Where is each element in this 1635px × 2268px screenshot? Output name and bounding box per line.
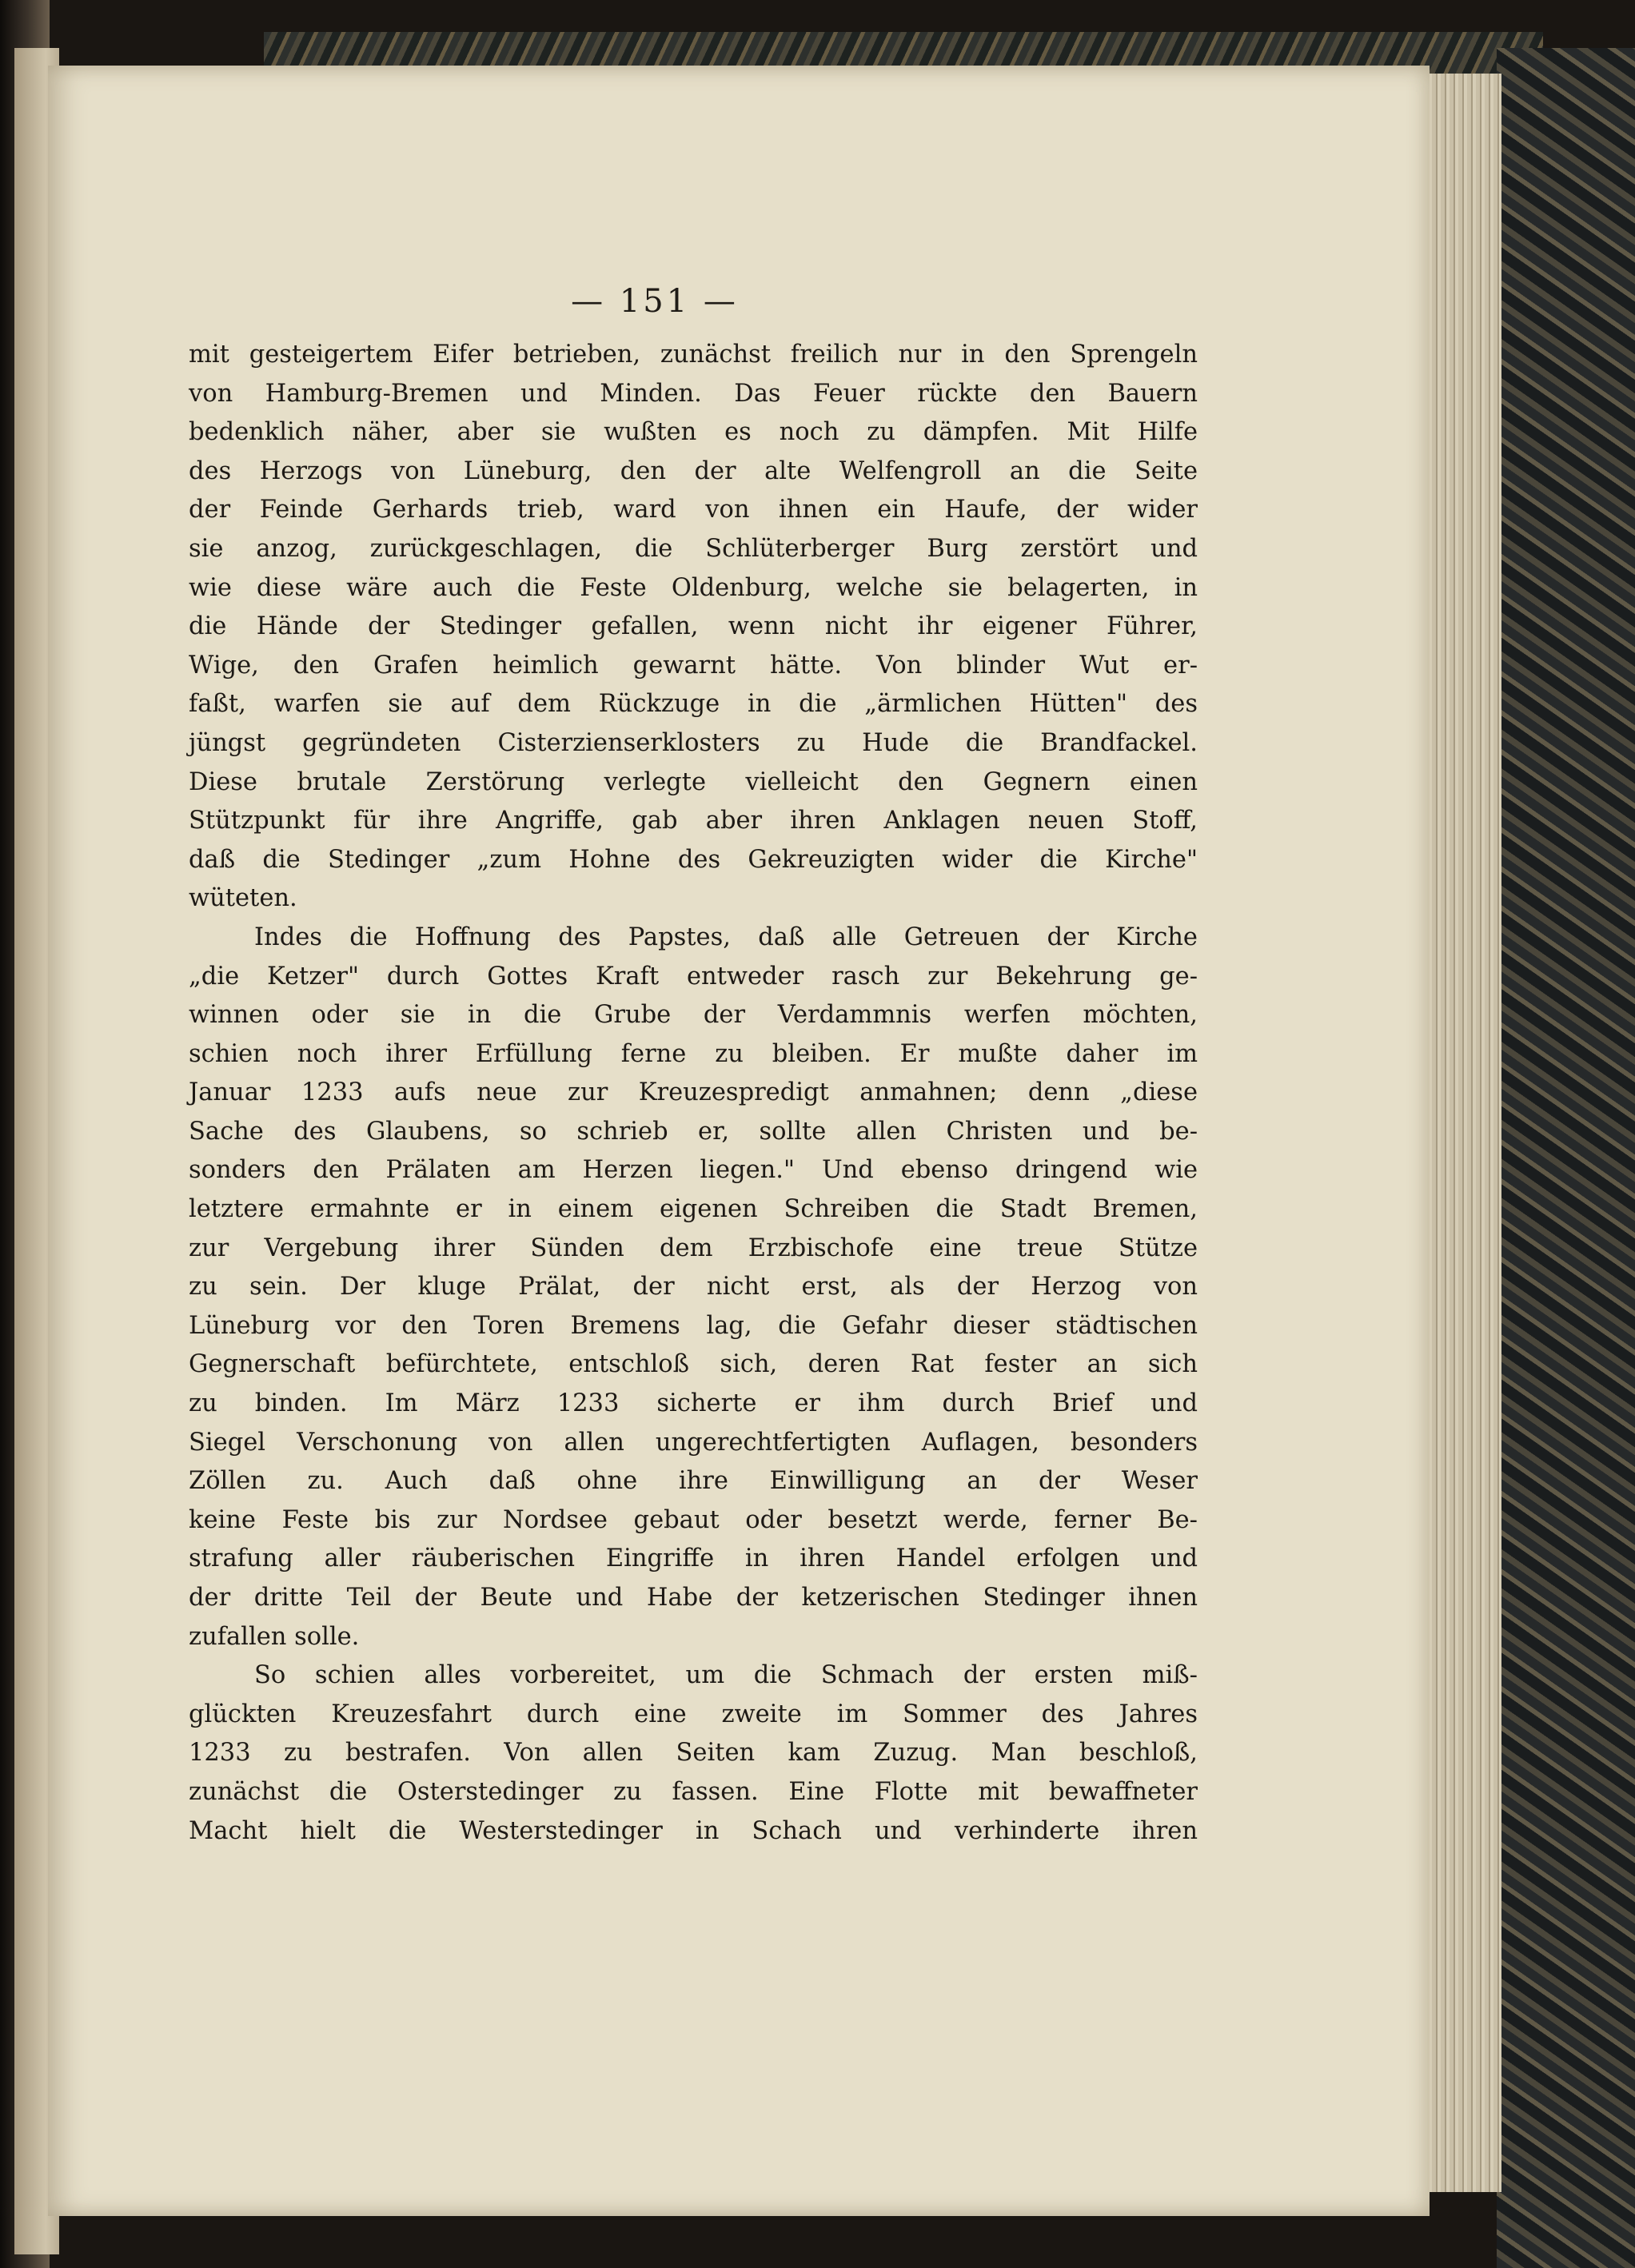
text-line: „die Ketzer" durch Gottes Kraft entweder rasch zur Bekehrung ge- [189, 962, 1198, 991]
text-line: sonders den Prälaten am Herzen liegen." Und ebenso dringend wie [189, 1156, 1198, 1185]
text-line: der Feinde Gerhards trieb, ward von ihnen ein Haufe, der wider [189, 496, 1198, 524]
text-line: bedenklich näher, aber sie wußten es noch zu dämpfen. Mit Hilfe [189, 418, 1198, 447]
text-line: Lüneburg vor den Toren Bremens lag, die Gefahr dieser städtischen [189, 1311, 1198, 1340]
text-line: sie anzog, zurückgeschlagen, die Schlüterberger Burg zerstört und [189, 534, 1198, 563]
text-line: des Herzogs von Lüneburg, den der alte Welfengroll an die Seite [189, 456, 1198, 485]
text-line: schien noch ihrer Erfüllung ferne zu bleiben. Er mußte daher im [189, 1039, 1198, 1068]
text-line: Macht hielt die Westerstedinger in Schach und verhinderte ihren [189, 1816, 1198, 1845]
text-line: von Hamburg-Bremen und Minden. Das Feuer rückte den Bauern [189, 379, 1198, 408]
page-number: — 151 — [571, 283, 739, 320]
text-line: Januar 1233 aufs neue zur Kreuzespredigt anmahnen; denn „diese [189, 1078, 1198, 1107]
text-line: mit gesteigertem Eifer betrieben, zunächst freilich nur in den Sprengeln [189, 341, 1198, 369]
text-line: faßt, warfen sie auf dem Rückzuge in die „ärmlichen Hütten" des [189, 690, 1198, 719]
text-line: daß die Stedinger „zum Hohne des Gekreuzigten wider die Kirche" [189, 845, 1198, 874]
text-line: winnen oder sie in die Grube der Verdammnis werfen möchten, [189, 1001, 1198, 1030]
text-line: Zöllen zu. Auch daß ohne ihre Einwilligung an der Weser [189, 1467, 1198, 1496]
text-line: letztere ermahnte er in einem eigenen Schreiben die Stadt Bremen, [189, 1195, 1198, 1224]
text-line: Indes die Hoffnung des Papstes, daß alle Getreuen der Kirche [254, 923, 1198, 951]
text-line: wie diese wäre auch die Feste Oldenburg, welche sie belagerten, in [189, 573, 1198, 602]
text-line: zu sein. Der kluge Prälat, der nicht erst, als der Herzog von [189, 1273, 1198, 1301]
text-line: zur Vergebung ihrer Sünden dem Erzbischofe eine treue Stütze [189, 1234, 1198, 1262]
text-line: zufallen solle. [189, 1622, 360, 1651]
body-text [189, 336, 1198, 1851]
text-line: Sache des Glaubens, so schrieb er, sollte allen Christen und be- [189, 1117, 1198, 1146]
text-line: Wige, den Grafen heimlich gewarnt hätte. Von blinder Wut er- [189, 651, 1198, 680]
text-line: zu binden. Im März 1233 sicherte er ihm durch Brief und [189, 1389, 1198, 1418]
text-line: Siegel Verschonung von allen ungerechtfertigten Auflagen, besonders [189, 1428, 1198, 1457]
text-line: Gegnerschaft befürchtete, entschloß sich, deren Rat fester an sich [189, 1350, 1198, 1379]
marbled-cover-right [1497, 48, 1635, 2268]
text-line: der dritte Teil der Beute und Habe der ketzerischen Stedinger ihnen [189, 1584, 1198, 1612]
text-line: wüteten. [189, 884, 297, 913]
text-line: die Hände der Stedinger gefallen, wenn nicht ihr eigener Führer, [189, 612, 1198, 641]
text-line: zunächst die Osterstedinger zu fassen. Eine Flotte mit bewaffneter [189, 1777, 1198, 1806]
text-line: glückten Kreuzesfahrt durch eine zweite im Sommer des Jahres [189, 1700, 1198, 1728]
page-stack-edge [1423, 74, 1501, 2192]
text-line: Diese brutale Zerstörung verlegte vielleicht den Gegnern einen [189, 767, 1198, 796]
text-line: 1233 zu bestrafen. Von allen Seiten kam Zuzug. Man beschloß, [189, 1739, 1198, 1768]
book-page [48, 66, 1430, 2216]
text-line: So schien alles vorbereitet, um die Schmach der ersten miß- [254, 1661, 1198, 1690]
text-line: keine Feste bis zur Nordsee gebaut oder besetzt werde, ferner Be- [189, 1505, 1198, 1534]
text-line: strafung aller räuberischen Eingriffe in ihren Handel erfolgen und [189, 1545, 1198, 1573]
text-line: jüngst gegründeten Cisterzienserklosters zu Hude die Brandfackel. [189, 728, 1198, 757]
text-line: Stützpunkt für ihre Angriffe, gab aber ihren Anklagen neuen Stoff, [189, 807, 1198, 835]
